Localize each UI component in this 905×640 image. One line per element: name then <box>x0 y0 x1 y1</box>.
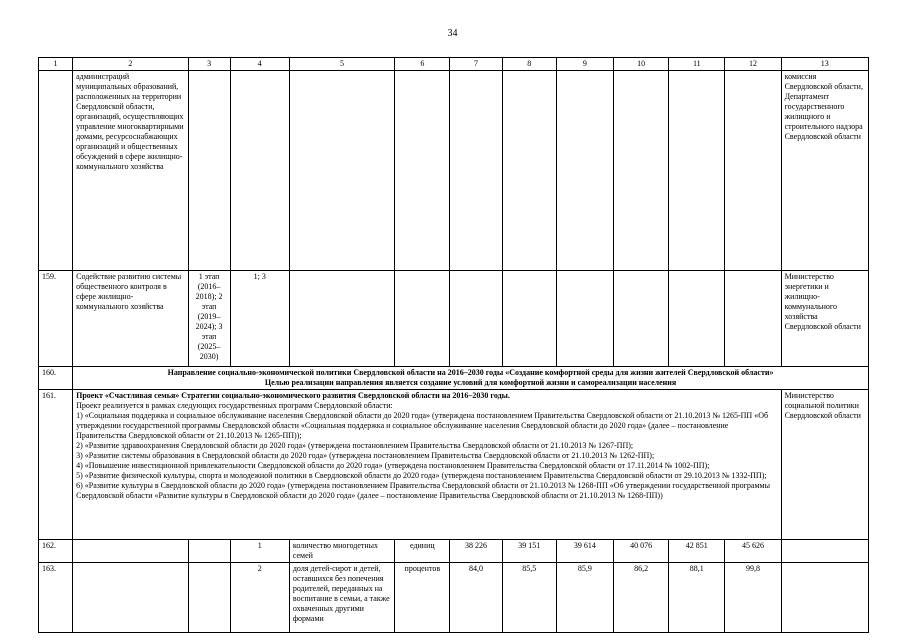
page-number: 34 <box>447 28 458 39</box>
cell-num <box>39 71 73 271</box>
cell-indicator <box>289 71 394 271</box>
cell-value: 45 626 <box>725 540 781 563</box>
table-row-162 <box>39 540 869 563</box>
cell-value: 42 851 <box>669 540 725 563</box>
cell-num: 163. <box>39 563 73 633</box>
program-item: 3) «Развитие системы образования в Свердловской области до 2020 года» (утверждена постановлением Правительства Свердловской области от 21.10.2013 № 1262-ПП); <box>76 451 655 460</box>
program-item: 6) «Развитие культуры в Свердловской области до 2020 года» (утверждена постановлением Правительства Свердловской области от 21.10.2013 № 1268-ПП «Об утверждении государственной программы Свердловской области «Развитие культуры в Свердловской области до 2020 года» (далее – постановление Правительства Свердловской области от 21.10.2013 № 1268-ПП)) <box>76 481 770 500</box>
program-item: 5) «Развитие физической культуры, спорта и молодежной политики в Свердловской области до 2020 года» (утверждена постановлением Правительства Свердловской области от 29.10.2013 № 1332-ПП); <box>76 471 767 480</box>
table-row-163 <box>39 563 869 633</box>
cell-unit <box>395 271 450 367</box>
cell-num: 160. <box>39 367 73 390</box>
cell-value <box>725 71 781 271</box>
cell-num: 161. <box>39 390 73 540</box>
cell-goals: 2 <box>230 563 289 633</box>
direction-goal: Целью реализации направления является создание условий для комфортной жизни и самореализации населения <box>264 378 677 387</box>
cell-responsible <box>781 540 868 563</box>
cell-unit: процентов <box>395 563 450 633</box>
cell-value: 85,9 <box>556 563 613 633</box>
header-cell: 4 <box>230 58 289 71</box>
program-item: 1) «Социальная поддержка и социальное обслуживание населения Свердловской области до 2020 года» (утверждена постановлением Правительства Свердловской области от 21.10.2013 № 1265-ПП «Об утверждении государственной программы Свердловской области «Социальная поддержка и социальное обслуживание населения Свердловской области до 2020 года» (далее – постановление Правительства Свердловской области от 21.10.2013 № 1265-ПП)); <box>76 411 769 440</box>
cell-unit <box>395 71 450 271</box>
header-cell: 13 <box>781 58 868 71</box>
cell-num: 162. <box>39 540 73 563</box>
header-cell: 6 <box>395 58 450 71</box>
cell-indicator: доля детей-сирот и детей, оставшихся без попечения родителей, переданных на воспитание в семьи, а также охваченных другими формами <box>289 563 394 633</box>
cell-value <box>502 71 556 271</box>
cell-value: 88,1 <box>669 563 725 633</box>
column-number-header <box>39 58 869 71</box>
cell-value: 84,0 <box>450 563 502 633</box>
cell-value <box>614 271 669 367</box>
header-cell: 5 <box>289 58 394 71</box>
header-cell: 3 <box>188 58 230 71</box>
cell-responsible <box>781 563 868 633</box>
program-table <box>38 57 869 633</box>
header-cell: 10 <box>614 58 669 71</box>
cell-activity: администраций муниципальных образований, расположенных на территории Свердловской области, организаций, осуществляющих управление многоквартирными домами, ресурсоснабжающих организаций и общественных обсуждений в сфере жилищно-коммунального хозяйства <box>73 71 188 271</box>
cell-responsible: Министерство энергетики и жилищно-коммунального хозяйства Свердловской области <box>781 271 868 367</box>
cell-goals <box>230 71 289 271</box>
cell-unit: единиц <box>395 540 450 563</box>
cell-indicator: количество многодетных семей <box>289 540 394 563</box>
cell-activity: Содействие развитию системы общественного контроля в сфере жилищно-коммунального хозяйства <box>73 271 188 367</box>
cell-responsible: Министерство социальной политики Свердловской области <box>781 390 868 540</box>
cell-value: 85,5 <box>502 563 556 633</box>
cell-value: 86,2 <box>614 563 669 633</box>
header-cell: 7 <box>450 58 502 71</box>
cell-value <box>556 71 613 271</box>
cell-value <box>669 271 725 367</box>
cell-indicator <box>289 271 394 367</box>
cell-value <box>725 271 781 367</box>
table-row-160 <box>39 367 869 390</box>
cell-value: 40 076 <box>614 540 669 563</box>
header-cell: 11 <box>669 58 725 71</box>
table-row-continuation <box>39 71 869 271</box>
cell-num: 159. <box>39 271 73 367</box>
project-title: Проект «Счастливая семья» Стратегии социально-экономического развития Свердловской области на 2016–2030 годы. <box>76 391 510 400</box>
project-intro: Проект реализуется в рамках следующих государственных программ Свердловской области: <box>76 401 393 410</box>
cell-value <box>450 71 502 271</box>
header-cell: 1 <box>39 58 73 71</box>
cell-period <box>188 71 230 271</box>
cell-activity <box>73 540 188 563</box>
cell-responsible: комиссия Свердловской области, Департамент государственного жилищного и строительного надзора Свердловской области <box>781 71 868 271</box>
table-row-161 <box>39 390 869 540</box>
cell-value: 38 226 <box>450 540 502 563</box>
cell-goals: 1; 3 <box>230 271 289 367</box>
program-item: 2) «Развитие здравоохранения Свердловской области до 2020 года» (утверждена постановлением Правительства Свердловской области от 21.10.2013 № 1267-ПП); <box>76 441 634 450</box>
cell-value: 39 151 <box>502 540 556 563</box>
cell-value <box>669 71 725 271</box>
table-row-159 <box>39 271 869 367</box>
cell-value: 39 614 <box>556 540 613 563</box>
project-description <box>73 390 781 540</box>
cell-value <box>450 271 502 367</box>
header-cell: 12 <box>725 58 781 71</box>
cell-value <box>556 271 613 367</box>
cell-value <box>502 271 556 367</box>
cell-value: 99,8 <box>725 563 781 633</box>
cell-value <box>614 71 669 271</box>
header-cell: 8 <box>502 58 556 71</box>
cell-activity <box>73 563 188 633</box>
header-cell: 2 <box>73 58 188 71</box>
header-cell: 9 <box>556 58 613 71</box>
direction-heading <box>73 367 869 390</box>
cell-period <box>188 540 230 563</box>
program-item: 4) «Повышение инвестиционной привлекательности Свердловской области до 2020 года» (утверждена постановлением Правительства Свердловской области от 17.11.2014 № 1002-ПП); <box>76 461 710 470</box>
cell-goals: 1 <box>230 540 289 563</box>
cell-period <box>188 563 230 633</box>
cell-period: 1 этап (2016–2018); 2 этап (2019–2024); 3 этап (2025–2030) <box>188 271 230 367</box>
direction-title: Направление социально-экономической политики Свердловской области на 2016–2030 годы «Создание комфортной среды для жизни жителей Свердловской области» <box>167 368 774 377</box>
